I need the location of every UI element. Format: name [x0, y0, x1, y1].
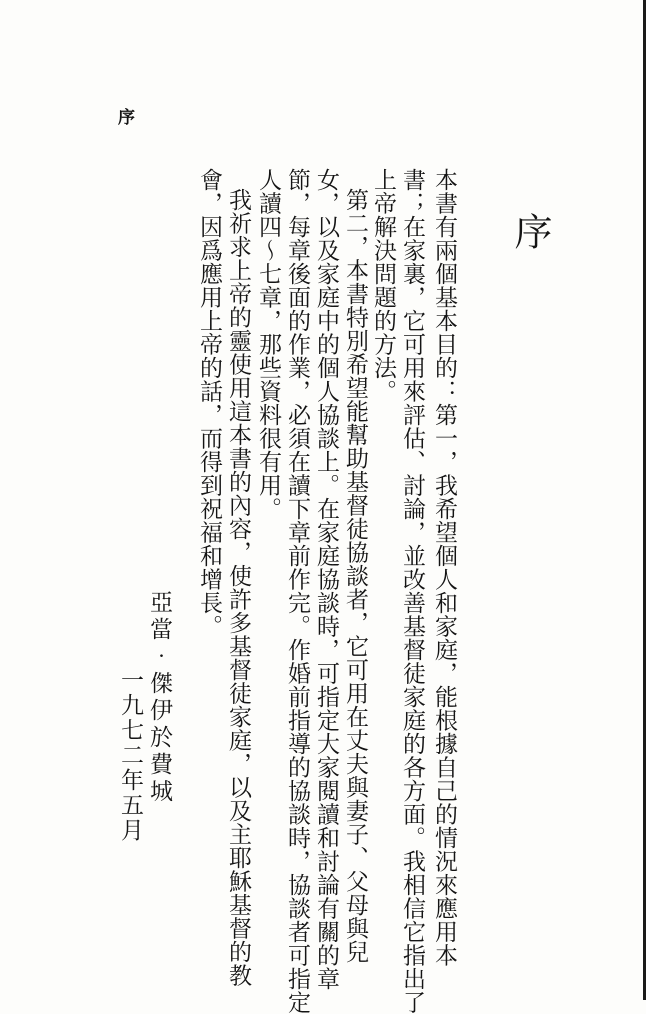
body-line-1: 本書有兩個基本目的：第一，我希望個人和家庭，能根據自己的情況來應用本 — [431, 168, 457, 967]
body-line-7: 人讀四～七章，那些資料很有用。 — [255, 168, 281, 521]
body-line-5: 女，以及家庭中的個人協談上。在家庭協談時，可指定大家閱讀和討論有關的章 — [313, 168, 339, 991]
signature-author: 亞當‧傑伊於費城 — [146, 590, 172, 806]
body-line-9: 會，因爲應用上帝的話，而得到祝福和增長。 — [196, 168, 222, 638]
body-line-3: 上帝解決問題的方法。 — [370, 168, 396, 403]
body-line-2: 書；在家裏，它可用來評估、討論，並改善基督徒家庭的各方面。我相信它指出了 — [399, 168, 425, 1014]
running-header: 序 — [118, 108, 135, 128]
section-title: 序 — [508, 212, 552, 250]
signature-date: 一九七二年五月 — [117, 668, 143, 843]
body-line-8: 我祈求上帝的靈使用這本書的內容，使許多基督徒家庭，以及主耶穌基督的教 — [225, 188, 251, 987]
body-line-4: 第二，本書特別希望能幫助基督徒協談者，它可用在丈夫與妻子、父母與兒 — [342, 188, 368, 964]
body-line-6: 節，每章後面的作業，必須在讀下章前作完。作婚前指導的協談時，協談者可指定 — [284, 168, 310, 1014]
